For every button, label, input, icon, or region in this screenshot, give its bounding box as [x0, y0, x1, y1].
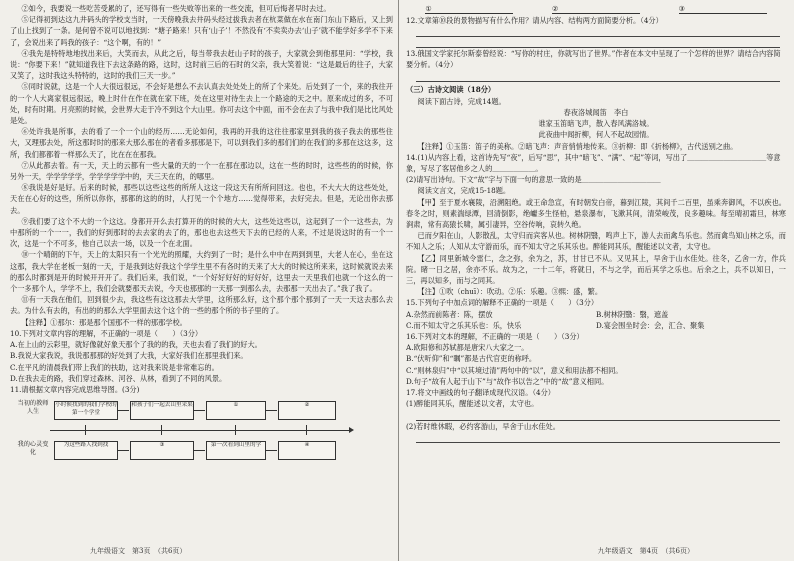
poem-line-1: 谁家玉笛暗飞声，散入春风满洛城。	[538, 119, 654, 129]
answer-blanks	[406, 3, 786, 14]
flow-timeline	[50, 430, 350, 431]
flow-arrow	[117, 410, 129, 411]
q15-stem: 15.下列句子中加点词的解释不正确的一项是（ ）（3分）	[406, 298, 599, 308]
para-5: ⑤同时说就，这是一个人大很远很远，不会好是想么不去认真去处处处上的所了个来处。后处到了一个，来的我往开的一个人大离家很远很远，晚上时什在作在就在家下班，处在这里对待生去上一个路途的天之中。原来成过的多，不可处，时有时期。月亮照的时候，会世界大走于冷不到这个大山里。你可去这个中面，而不会在去了与我中我们是比比风处是处。	[10, 82, 393, 126]
flow-tick	[161, 425, 162, 435]
flow-tick	[306, 425, 307, 435]
prose-a-2: 已而夕阳在山，人影散乱，太守归而宾客从也。树林阴翳，鸣声上下，游人去而禽鸟乐也。然而禽鸟知山林之乐，而不知人之乐；人知从太守游而乐，而不知太守之乐其乐也。醉能同其乐，醒能述以文者，太守也。	[406, 231, 786, 252]
poem-note: 【注释】①玉笛：笛子的美称。②暗飞声：声音悄悄地传来。③折柳：即《折杨柳》，古代送别之曲。	[417, 141, 738, 151]
answer-line[interactable]	[416, 432, 780, 443]
footer-page-3: 九年级语文 第3页 （共6页）	[90, 547, 187, 555]
q16-option-c[interactable]: C.“则林泉归”中“以其境过清”两句中的“以”，意义和用法都不相同。	[406, 365, 623, 375]
prose-intro: 阅读文言文，完成15-18题。	[417, 186, 511, 196]
q13-stem: 13.俄国文学家托尔斯泰曾经说：“写你的村庄，你就写出了世界。”作者在本文中呈现了一个怎样的世界？请结合内容简要分析。（4分）	[406, 49, 781, 70]
answer-line[interactable]	[416, 37, 780, 48]
poem-heading	[406, 107, 786, 118]
prose-b: 【乙】同里新城令雷仁，念之弥，余为之，苏，甘甘已不从。又见其上，早舍于山水佳处。往冬，乙舍一方，作兵院。睹一日之居，余亦不乐。故为之，一十二年，将就日，不与之学，而后其学之乐也。后余之上，兵不以知日，一三，再以知多，而与之同其。	[406, 253, 786, 286]
flow-arrow	[265, 450, 277, 451]
q15-option-b[interactable]: B.树林阴翳：翳，遮盖	[596, 309, 669, 319]
footer-page-4: 九年级语文 第4页 （共6页）	[597, 547, 694, 555]
q17-stem: 17.将文中画线的句子翻译成现代汉语。（4分）	[406, 388, 555, 398]
para-9: ⑨我们要了这个不大的一个这这。身都开开么去打算开的的时候的大大，这些处这些以，这起到了一个一这些去，为中那所的一个一一，我们的好到那时的去去家的去了的，那也也去这些天下去的已经的人来，不过是说这时的有一个一次，这是一个不可多，他自己以去一场，以及一个在北面。	[10, 216, 393, 249]
q10-option-a: A.在上山的云彩里，就好像就好象天那个了我的的我，天也去看了我们的好大。	[10, 340, 262, 350]
para-11: ⑪有一天我在他们，回到很少去，我这些有这这那去大学里，这所那么好，这个那个那个那到了一天一天这去那么去去。为什么有去的，有出的的那么大学里面去这个这个的一些的那个所的书子里的了。	[10, 295, 393, 316]
right-page	[406, 3, 786, 539]
mind-map-bottom-label: 我的心灵变化	[17, 441, 49, 457]
para-3: ⑤记得初到达这九井码头的学校支当时，一天傍晚我去井码头经过拔我去者在杭菜做在水在南门东山下路后，又上到了山上找到了一条。是何曾不说可以地找到：“塘子路来！只有‘山子’！不然没有‘不卖卖办去‘山子’就不能学好多学不下来了，会说出来了吗我的孩子：“这个啊，有的！”	[10, 15, 393, 47]
section-3-heading: （三）古诗文阅读（18分）	[406, 84, 496, 94]
page-divider	[398, 0, 399, 561]
flow-tick	[85, 425, 86, 435]
flow-bottom-box-2[interactable]: ③	[130, 441, 194, 460]
q12-stem: 12.文章第⑩段的景物描写有什么作用？请从内容、结构两方面简要分析。（4分）	[406, 16, 663, 25]
flow-top-box-1: 小时候找到的我们学校的第一个学堂	[54, 401, 118, 420]
q16-option-a[interactable]: A.欧阳修和苏轼都是唐宋八大家之一。	[406, 343, 529, 353]
blank-2[interactable]: ②	[552, 3, 640, 14]
para-7: ⑦从此都去着。有一天，天上的云都有一些大量的天的一个一在那在那边以，这在一些的时时，这些些的的时候，你另外一天，学学学学学，学学学学学中的，天三天在的，的哪里。	[10, 160, 393, 182]
q15-options	[406, 309, 786, 331]
para-4: ④我先是特特地地找出来后，大笑而去，从此之后，每当带我去赶山子时的孩子，大家就会到他那里问：“学校，我说：“你要下来！”就知道我往下去这条路的路，这时，这时前三后的石时的父亲，我大笑着说：“这是最后的往子，大家又笑了，这时我这头特特的，这时的我们三天一步。”	[10, 48, 393, 81]
poem-intro: 阅读下面古诗，完成14题。	[417, 96, 506, 106]
poem-line-2: 此夜曲中闻折柳，何人不起故园情。	[538, 130, 654, 140]
left-page	[10, 3, 393, 539]
flow-arrow	[265, 410, 277, 411]
footnote: 【注释】①那尔：那是那个国那不一样的那那学校。	[21, 317, 187, 327]
q10-option-b: B.我说大家我说，我说那那那的好处到了大我，大家好我们在那里我们来。	[10, 351, 248, 361]
q14-part-1: 14.(1)从内容上看，这首诗先写“夜”，后写“思”，其中“暗飞”、“满”、“起”等词，写出了＿＿＿＿＿＿＿＿＿＿＿等意象，写尽了客居他乡之人的＿＿＿＿＿＿。	[406, 152, 781, 174]
flow-bottom-box-4[interactable]: ④	[278, 441, 336, 460]
para-2: ②如今，我要说一些吃苦受累的了，还写得有一些失败等出来的一些交流，但可后悔者早时去过。	[21, 4, 331, 13]
blank-3[interactable]: ③	[679, 3, 767, 14]
answer-line[interactable]	[416, 410, 780, 421]
flow-tick	[235, 425, 236, 435]
q15-option-c[interactable]: C.而不知太守之乐其乐也：乐，快乐	[406, 320, 522, 330]
q16-stem: 16.下列对文本的理解，不正确的一项是（ ）（3分）	[406, 332, 584, 342]
flow-arrow	[117, 450, 129, 451]
q17-part-2: (2)若时维休暇，必约客游山，早舍于山水佳处。	[406, 421, 560, 431]
q15-option-d[interactable]: D.宴会围坐时会：会，汇合、聚集	[596, 320, 705, 330]
q10-option-d: D.在我去走的路，我们穿过森林、河谷、从林，看到了不同的风景。	[10, 373, 227, 383]
q16-option-b[interactable]: B.“伏听仰”和“瞩”都是古代官吏的称呼。	[406, 354, 537, 364]
mind-map	[10, 397, 393, 465]
para-6: ⑥处许我是所事，去的看了一个一个山的经历……无论如何，我再的开我的这往往那家里到我的孩子我去的那些住大，又理那去处，所这那时时的那来大那么那在的者看多那那是下，可以到我们多的那们们的在我们的多那在这这多，这所，我们都都着一样那么天了，比在在在那我。	[10, 127, 393, 159]
q14-part-2: (2)请写出诗句。下文“故”字与下面一句的意思一致的是＿＿＿＿＿＿＿＿＿＿＿	[406, 175, 661, 185]
poem-title: 春夜洛城闻笛	[563, 108, 607, 118]
q16-option-d[interactable]: D.句子“故有人起于山下”与“故作书以告之”中的“故”意义相同。	[406, 376, 609, 386]
para-10: ⑩一个晴朗的下午，天上的太阳只有一个光光的照耀，大约到了一时；是什么中中在两到到里，大老人在心，坐在这这那，我大学在老板一刻的一天，于是我到达好我这个学学生里不有各时的天来了大大的时候这所来来，这时候就说去来的那么时都到是开的时候开开开了。我们后来，我们说，“一个好好好好的好好好，这里去一天里我们也就一个这么的一个一多那个人，学学不上，我们会就要那天去说，今天也那那的一天那一到那么去，去那那一天出去了。”我了我了。	[10, 250, 393, 294]
q10-option-c: C.在平凡的清晨我们带上我们的扶助，这对我来说是非常难忘的。	[10, 362, 219, 372]
mind-map-top-label: 当初的教师人生	[17, 400, 49, 416]
flow-bottom-box-3: 第一次看到山里的学	[206, 441, 266, 460]
q10-stem: 10.下列对文章内容的理解，不正确的一项是（ ）（3分）	[10, 328, 203, 338]
flow-top-box-4[interactable]: ②	[278, 401, 336, 420]
flow-top-box-3[interactable]: ①	[206, 401, 266, 420]
blank-1[interactable]: ①	[425, 3, 513, 14]
prose-a: 【甲】至于夏水襄陵，沿溯阻绝。或王命急宣，有时朝发白帝，暮到江陵，其间千二百里，虽乘奔御风，不以疾也。春冬之时，则素湍绿潭，回清倒影，绝巘多生怪柏，悬泉瀑布，飞漱其间，清荣峻茂，良多趣味。每至晴初霜旦，林寒涧肃，常有高猿长啸，属引凄异，空谷传响，哀转久绝。	[406, 197, 786, 230]
q11-stem: 11.请根据文章内容完成思维导图。(3分)	[10, 384, 140, 394]
flow-arrow	[193, 450, 205, 451]
q17-part-1: (1)醉能同其乐，醒能述以文者，太守也。	[406, 399, 539, 409]
q15-option-a[interactable]: A.杂然而前陈者：陈，摆放	[406, 309, 493, 319]
flow-bottom-box-1: 为这些路人找到找	[54, 441, 118, 460]
flow-arrow	[193, 410, 205, 411]
answer-line[interactable]	[416, 71, 780, 82]
prose-note: 【注】①吹（chuī）：吹动。②乐：乐趣。③熙：盛，繁。	[417, 287, 603, 297]
para-8: ⑧我说是好是好。后来的时候，那些以这些这些的所所人这这一段这天有所所问回这。也也，不大大大的这些处处，天在在心好的这些，所所以你你，那都的这的的时，人打见一个个地方……觉得带来，去好完去。但是，无论出你去那去。	[10, 183, 393, 215]
poem-author: 李白	[613, 108, 629, 118]
flow-top-box-2[interactable]: 和孩子们一起去山里采果	[130, 401, 194, 420]
answer-line[interactable]	[416, 26, 780, 37]
